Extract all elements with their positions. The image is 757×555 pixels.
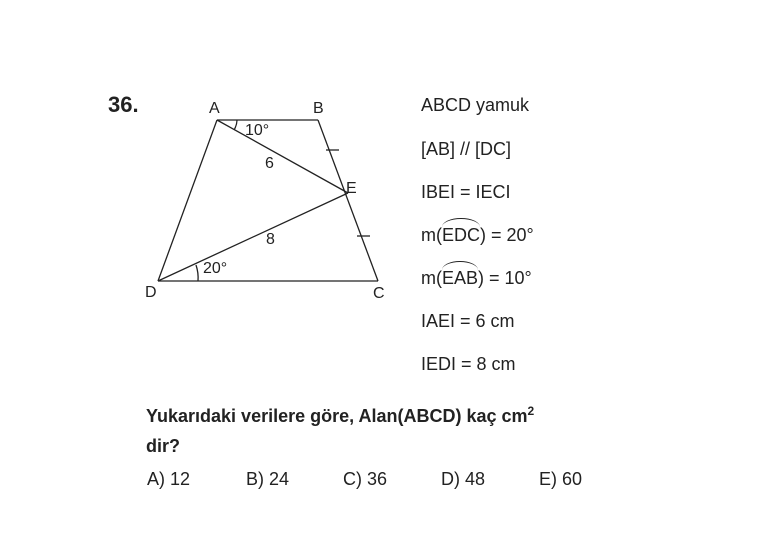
given-5: IAEI = 6 cm [421,311,515,331]
segment-ed [158,193,348,281]
label-a: A [209,100,220,117]
side-bc [318,120,378,281]
option-c[interactable]: C) 36 [343,469,388,489]
label-d: D [145,284,157,301]
option-e[interactable]: E) 60 [539,469,583,489]
option-b[interactable]: B) 24 [246,469,290,489]
angle-arc-a [234,120,237,130]
question-text: Yukarıdaki verilere göre, Alan(ABCD) kaç $cm^2$ dir? [146,404,535,456]
segment-ae [217,120,348,193]
given-1: [AB] // [DC] [421,139,512,159]
given-3: m(EDC) = 20° [421,225,534,245]
length-ae-label: 6 [265,155,274,172]
option-a[interactable]: A) 12 [147,469,191,489]
angle-arc-d [196,265,198,281]
label-e: E [346,180,357,197]
label-b: B [313,100,324,117]
option-d[interactable]: D) 48 [441,469,486,489]
given-0: ABCD yamuk [421,95,530,115]
given-6: IEDI = 8 cm [421,354,516,374]
angle-d-label: 20° [203,260,228,277]
length-ed-label: 8 [266,231,275,248]
label-c: C [373,285,385,302]
given-2: IBEI = IECI [421,182,511,202]
question-number: 36. [108,92,139,117]
given-4: m(EAB) = 10° [421,268,532,288]
angle-a-label: 10° [245,122,270,139]
side-ad [158,120,217,281]
